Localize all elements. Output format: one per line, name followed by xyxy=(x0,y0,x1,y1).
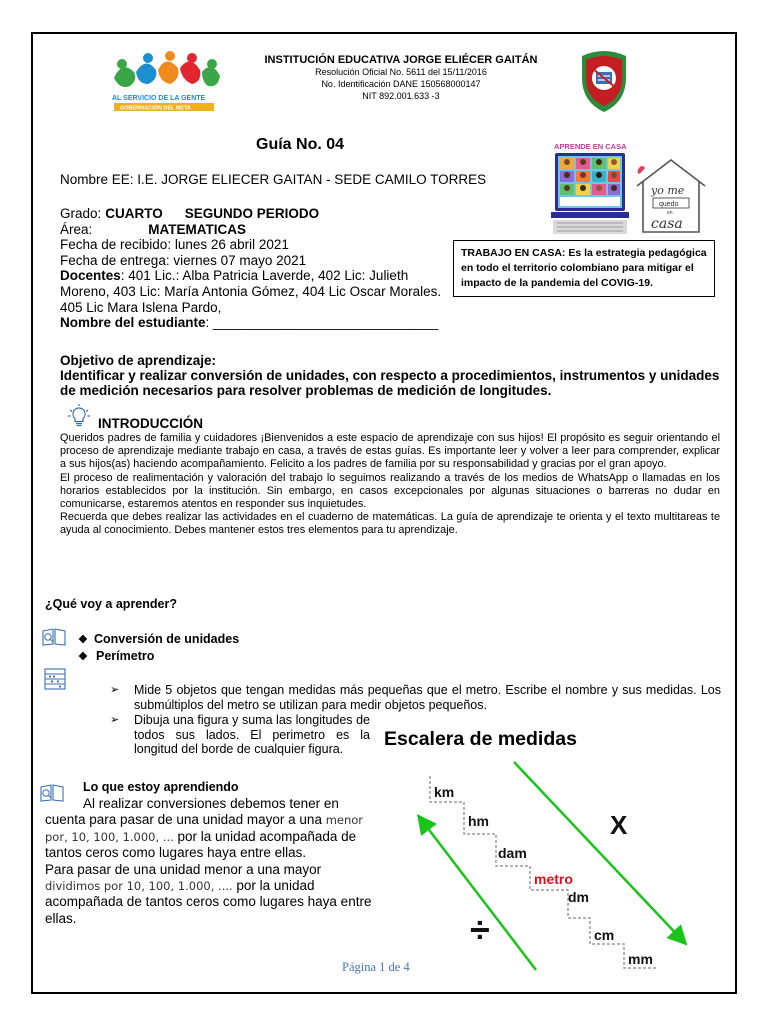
intro-title: INTRODUCCIÓN xyxy=(98,416,203,431)
teachers-label: Docentes xyxy=(60,268,121,284)
quedate-en-casa-image xyxy=(633,156,709,234)
teachers-list: : 401 Lic.: Alba Patricia Laverde, 402 Lic: Julieth Moreno, 403 Lic: María Antonia Gómez, 404 Lic Oscar Morales. 405 Lic Mara Islena Pardo, xyxy=(60,268,442,315)
house-sign-2: quedo xyxy=(659,201,679,208)
area-value: MATEMATICAS xyxy=(148,221,247,237)
doing-paragraph-2 xyxy=(45,862,375,928)
nit-line: NIT 892.001.633 -3 xyxy=(362,91,440,101)
topic-item-perimeter xyxy=(78,648,239,665)
topic-label: Conversión de unidades xyxy=(94,632,240,646)
student-line xyxy=(60,315,450,331)
intro-paragraph-1: Queridos padres de familia y cuidadores ¡Bienvenidos a este espacio de aprendizaje con sus hijos! El propósito es seguir orientando el proceso de aprendizaje mediante trabajo en casa, a través de estas guías. Es importante leer y volver a leer para comprender, explicar a sus hijos(as) haciendo acompañamiento. Felicito a los padres de familia por su responsabilidad y gracias por el gran apoyo. xyxy=(60,432,720,471)
received-date: Fecha de recibido: lunes 26 abril 2021 xyxy=(60,237,289,253)
institution-name: INSTITUCIÓN EDUCATIVA JORGE ELIÉCER GAITÁN xyxy=(264,54,538,66)
area-line xyxy=(60,222,450,238)
period-value: SEGUNDO PERIODO xyxy=(184,206,320,221)
grade-value: CUARTO xyxy=(105,206,163,221)
institution-header xyxy=(240,54,562,102)
arrow-bullet-icon: ➢ xyxy=(110,714,120,726)
area-label: Área: xyxy=(60,221,93,237)
doing-paragraph-1 xyxy=(45,796,375,862)
doing-p2-c: por la unidad acompañada de tantos ceros como lugares haya entre ellas. xyxy=(45,878,372,926)
intro-paragraph-2: El proceso de realimentación y valoración del trabajo lo seguimos realizando a través de los medios de WhatsApp o llamadas en los horarios establecidos por la institución. Sin embargo, en casos excepcionales por algunas situaciones o barreras no dudar en comunicarse, estaremos atentos en responder sus inquietudes. xyxy=(60,471,720,511)
arrow-bullet-icon: ➢ xyxy=(110,684,120,696)
objective-title: Objetivo de aprendizaje: xyxy=(60,353,217,368)
unit-hm: hm xyxy=(468,813,489,829)
doing-p2-b: dividimos por 10, 100, 1.000, .... xyxy=(45,879,233,894)
topics-list xyxy=(78,631,239,665)
page-footer: Página 1 de 4 xyxy=(342,960,410,974)
logo-caption-2: GOBERNACIÓN DEL META xyxy=(120,105,191,112)
people-logo xyxy=(108,50,224,112)
school-seal xyxy=(576,48,632,114)
activity-1-text: Mide 5 objetos que tengan medidas más pequeñas que el metro. Escribe el nombre y sus medidas. Los submúltiplos del metro se utilizan para medir objetos pequeños. xyxy=(134,683,721,712)
objective xyxy=(60,353,720,398)
open-book-icon xyxy=(42,628,66,646)
diamond-bullet-icon: ❖ xyxy=(78,634,88,646)
doing-p1-a: Al realizar conversiones debemos tener en cuenta para pasar de una unidad mayor a una xyxy=(45,796,339,828)
activity-2 xyxy=(110,713,370,757)
dane-line: No. Identificación DANE 150568000147 xyxy=(321,79,481,89)
unit-mm: mm xyxy=(628,951,653,967)
grade-line xyxy=(60,206,450,222)
student-label: Nombre del estudiante xyxy=(60,315,206,331)
activity-1 xyxy=(110,683,721,712)
objective-text: Identificar y realizar conversión de unidades, con respecto a procedimientos, instrumentos y unidades de medición necesarios para resolver problemas de medición de longitudes. xyxy=(60,368,720,398)
unit-dm: dm xyxy=(568,889,589,905)
grade-label: Grado: xyxy=(60,206,102,221)
aprende-en-casa-label: APRENDE EN CASA xyxy=(554,142,627,151)
unit-km: km xyxy=(434,784,455,800)
logo-caption-1: AL SERVICIO DE LA GENTE xyxy=(112,95,206,102)
learn-heading: ¿Qué voy a aprender? xyxy=(45,597,177,611)
abacus-icon xyxy=(44,668,66,690)
unit-metro: metro xyxy=(534,871,573,887)
delivery-date: Fecha de entrega: viernes 07 mayo 2021 xyxy=(60,252,307,268)
escalera-diagram xyxy=(408,754,708,972)
multiply-symbol: X xyxy=(610,810,628,840)
school-line: Nombre EE: I.E. JORGE ELIECER GAITAN - SEDE CAMILO TORRES xyxy=(60,172,487,187)
doing-p1-b: menor por, 10, 100, 1.000, ... xyxy=(45,813,364,844)
topic-item-conversion xyxy=(78,631,239,648)
activity-2-text: Dibuja una figura y suma las longitudes de todos sus lados. El perimetro es la longitud del borde de cualquier figura. xyxy=(134,713,370,757)
guide-title: Guía No. 04 xyxy=(256,136,345,153)
diamond-bullet-icon: ❖ xyxy=(78,651,88,663)
escalera-title: Escalera de medidas xyxy=(384,728,577,750)
house-sign-4: casa xyxy=(651,216,683,232)
doing-p2-a: Para pasar de una unidad menor a una mayor xyxy=(45,861,322,877)
lightbulb-icon xyxy=(68,404,90,428)
house-sign-3: en xyxy=(667,210,673,216)
intro-paragraph-3: Recuerda que debes realizar las actividades en el cuaderno de matemáticas. La guía de aprendizaje te orienta y el texto multitareas te ayuda al conocimiento. Debes mantener estos tres elementos para tu aprendizaje. xyxy=(60,511,720,537)
info-block xyxy=(60,206,450,331)
unit-cm: cm xyxy=(594,927,615,943)
multiply-arrow xyxy=(514,762,684,942)
trabajo-en-casa-callout: TRABAJO EN CASA: Es la estrategia pedagógica en todo el territorio colombiano para mitigar el impacto de la pandemia del COVIG-19. xyxy=(453,240,715,297)
house-sign-1: yo me xyxy=(651,184,685,197)
doing-body xyxy=(45,796,375,927)
doing-title: Lo que estoy aprendiendo xyxy=(83,780,239,794)
divide-symbol: ÷ xyxy=(470,909,490,950)
intro-body xyxy=(60,432,720,538)
student-blank: : ______________________________ xyxy=(205,315,439,331)
doing-p1-c: por la unidad acompañada de tantos ceros como lugares haya entre ellas. xyxy=(45,828,357,861)
resolution-line: Resolución Oficial No. 5611 del 15/11/2016 xyxy=(315,67,487,77)
topic-label: Perímetro xyxy=(96,649,155,663)
teachers-line xyxy=(60,268,450,315)
unit-dam: dam xyxy=(498,845,527,861)
aprende-en-casa-image xyxy=(551,140,629,236)
